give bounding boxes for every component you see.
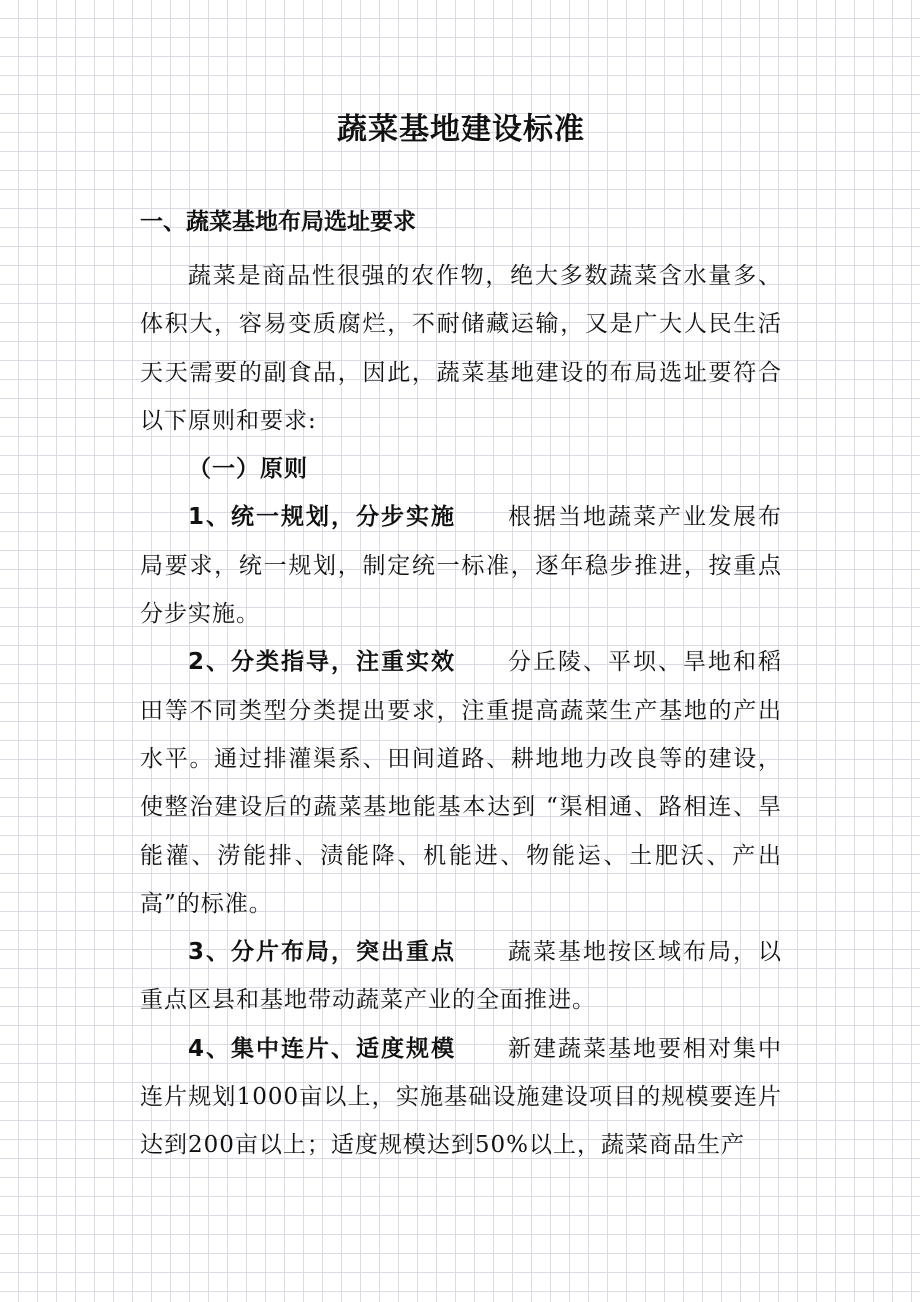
principle-paragraph xyxy=(140,638,782,928)
subsection-heading-paragraph xyxy=(140,445,782,493)
principle-text: 新建蔬菜基地要相对集中连片规划1000亩以上，实施基础设施建设项目的规模要连片达到200亩以上；适度规模达到50%以上，蔬菜商品生产 xyxy=(140,1035,782,1159)
principle-paragraph xyxy=(140,928,782,1025)
principle-paragraph xyxy=(140,493,782,638)
principle-lead: 4、集中连片、适度规模 xyxy=(188,1035,456,1062)
subsection-heading: （一）原则 xyxy=(188,456,308,483)
principle-text: 分丘陵、平坝、旱地和稻田等不同类型分类提出要求，注重提高蔬菜生产基地的产出水平。通过排灌渠系、田间道路、耕地地力改良等的建设，使整治建设后的蔬菜基地能基本达到 “渠相通、路相连、旱能灌、涝能排、渍能降、机能进、物能运、土肥沃、产出高”的标准。 xyxy=(140,649,782,917)
principle-text: 蔬菜基地按区域布局，以重点区县和基地带动蔬菜产业的全面推进。 xyxy=(140,939,782,1014)
principle-paragraph xyxy=(140,1025,782,1170)
intro-paragraph: 蔬菜是商品性很强的农作物，绝大多数蔬菜含水量多、体积大，容易变质腐烂，不耐储藏运输，又是广大人民生活天天需要的副食品，因此，蔬菜基地建设的布局选址要符合以下原则和要求: xyxy=(140,263,782,434)
principle-lead: 3、分片布局，突出重点 xyxy=(188,939,456,966)
section-heading: 一、蔬菜基地布局选址要求 xyxy=(140,209,416,235)
principle-lead: 2、分类指导，注重实效 xyxy=(188,649,456,676)
principle-text: 根据当地蔬菜产业发展布局要求，统一规划，制定统一标准，逐年稳步推进，按重点分步实施。 xyxy=(140,504,782,628)
section-body xyxy=(140,252,782,1170)
principle-lead: 1、统一规划，分步实施 xyxy=(188,504,456,531)
document-title: 蔬菜基地建设标准 xyxy=(337,112,585,147)
